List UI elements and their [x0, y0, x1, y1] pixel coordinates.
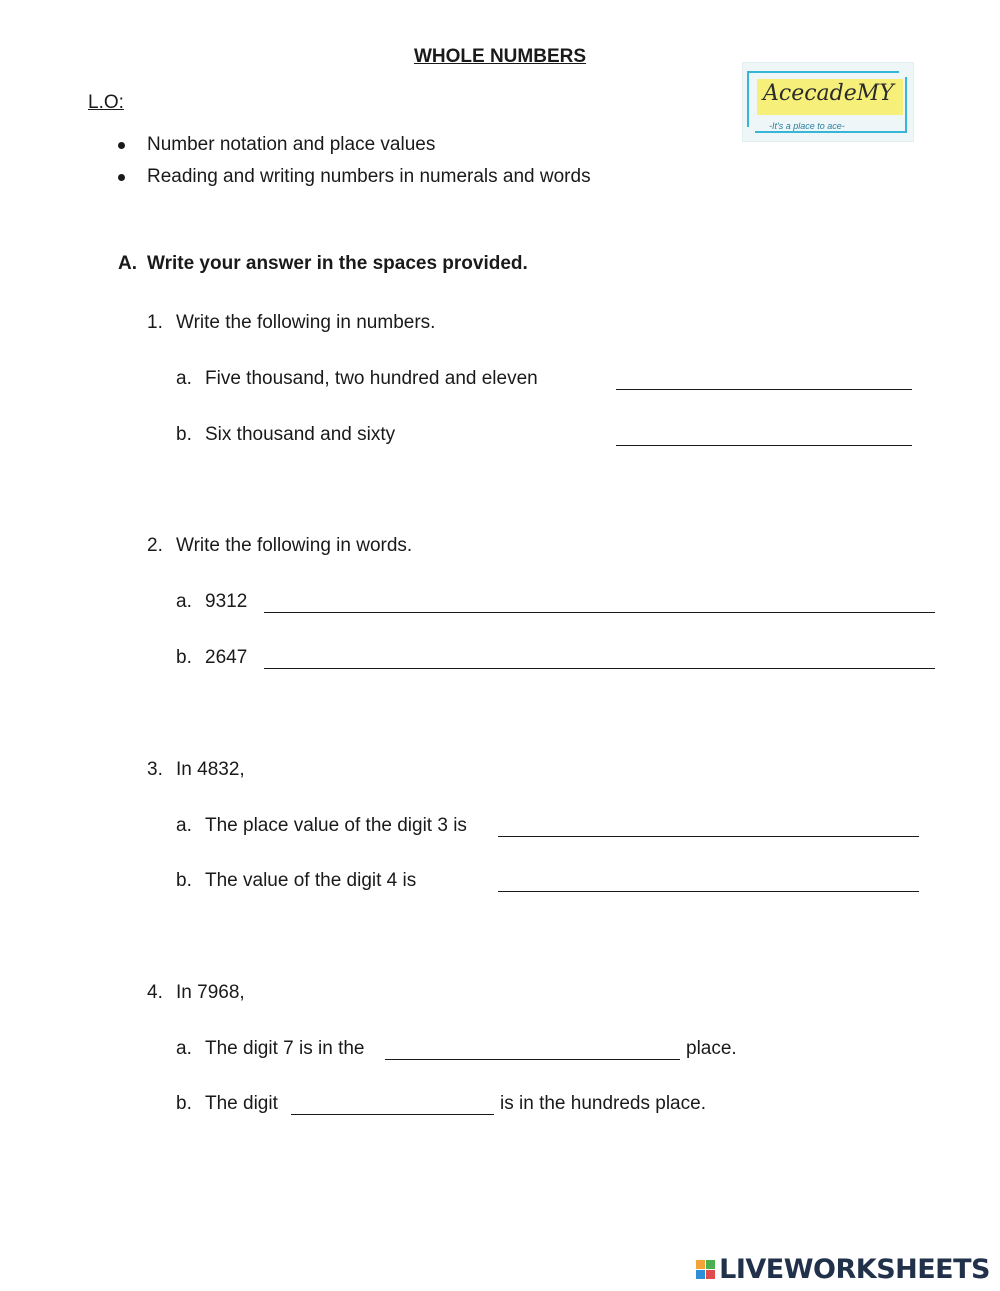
bullet-icon [118, 142, 125, 149]
answer-blank-4b[interactable] [291, 1114, 494, 1115]
part-letter: b. [176, 424, 192, 445]
part-letter: a. [176, 1038, 192, 1059]
question-prompt: Write the following in numbers. [176, 312, 436, 333]
answer-blank-1a[interactable] [616, 389, 912, 390]
answer-blank-1b[interactable] [616, 445, 912, 446]
part-text: The place value of the digit 3 is [205, 815, 467, 836]
answer-blank-3a[interactable] [498, 836, 919, 837]
question-number: 3. [147, 759, 163, 780]
lo-label: L.O: [88, 92, 124, 113]
part-text: 9312 [205, 591, 248, 612]
part-text: Six thousand and sixty [205, 424, 396, 445]
question-prompt: In 7968, [176, 982, 245, 1003]
part-suffix: place. [686, 1038, 737, 1059]
acecademy-logo [742, 62, 914, 142]
part-suffix: is in the hundreds place. [500, 1093, 706, 1114]
section-a-marker: A. [118, 253, 137, 274]
answer-blank-2b[interactable] [264, 668, 935, 669]
objective-item: Reading and writing numbers in numerals and words [147, 166, 591, 187]
part-letter: b. [176, 647, 192, 668]
section-a-instruction: Write your answer in the spaces provided. [147, 253, 528, 274]
question-number: 2. [147, 535, 163, 556]
liveworksheets-icon [696, 1260, 715, 1279]
objective-item: Number notation and place values [147, 134, 436, 155]
part-text: The digit 7 is in the [205, 1038, 365, 1059]
answer-blank-2a[interactable] [264, 612, 935, 613]
answer-blank-4a[interactable] [385, 1059, 680, 1060]
logo-name: AcecadeMY [763, 81, 894, 106]
part-letter: b. [176, 870, 192, 891]
brand-text: LIVEWORKSHEETS [719, 1254, 990, 1285]
logo-tagline: -It's a place to ace- [769, 121, 845, 131]
part-text: 2647 [205, 647, 248, 668]
part-letter: a. [176, 815, 192, 836]
bullet-icon [118, 174, 125, 181]
question-prompt: In 4832, [176, 759, 245, 780]
part-letter: a. [176, 368, 192, 389]
question-number: 4. [147, 982, 163, 1003]
part-letter: a. [176, 591, 192, 612]
part-text: The digit [205, 1093, 278, 1114]
worksheet-title: WHOLE NUMBERS [413, 46, 587, 67]
part-letter: b. [176, 1093, 192, 1114]
question-prompt: Write the following in words. [176, 535, 413, 556]
question-number: 1. [147, 312, 163, 333]
part-text: The value of the digit 4 is [205, 870, 417, 891]
liveworksheets-brand [696, 1254, 990, 1285]
answer-blank-3b[interactable] [498, 891, 919, 892]
part-text: Five thousand, two hundred and eleven [205, 368, 538, 389]
